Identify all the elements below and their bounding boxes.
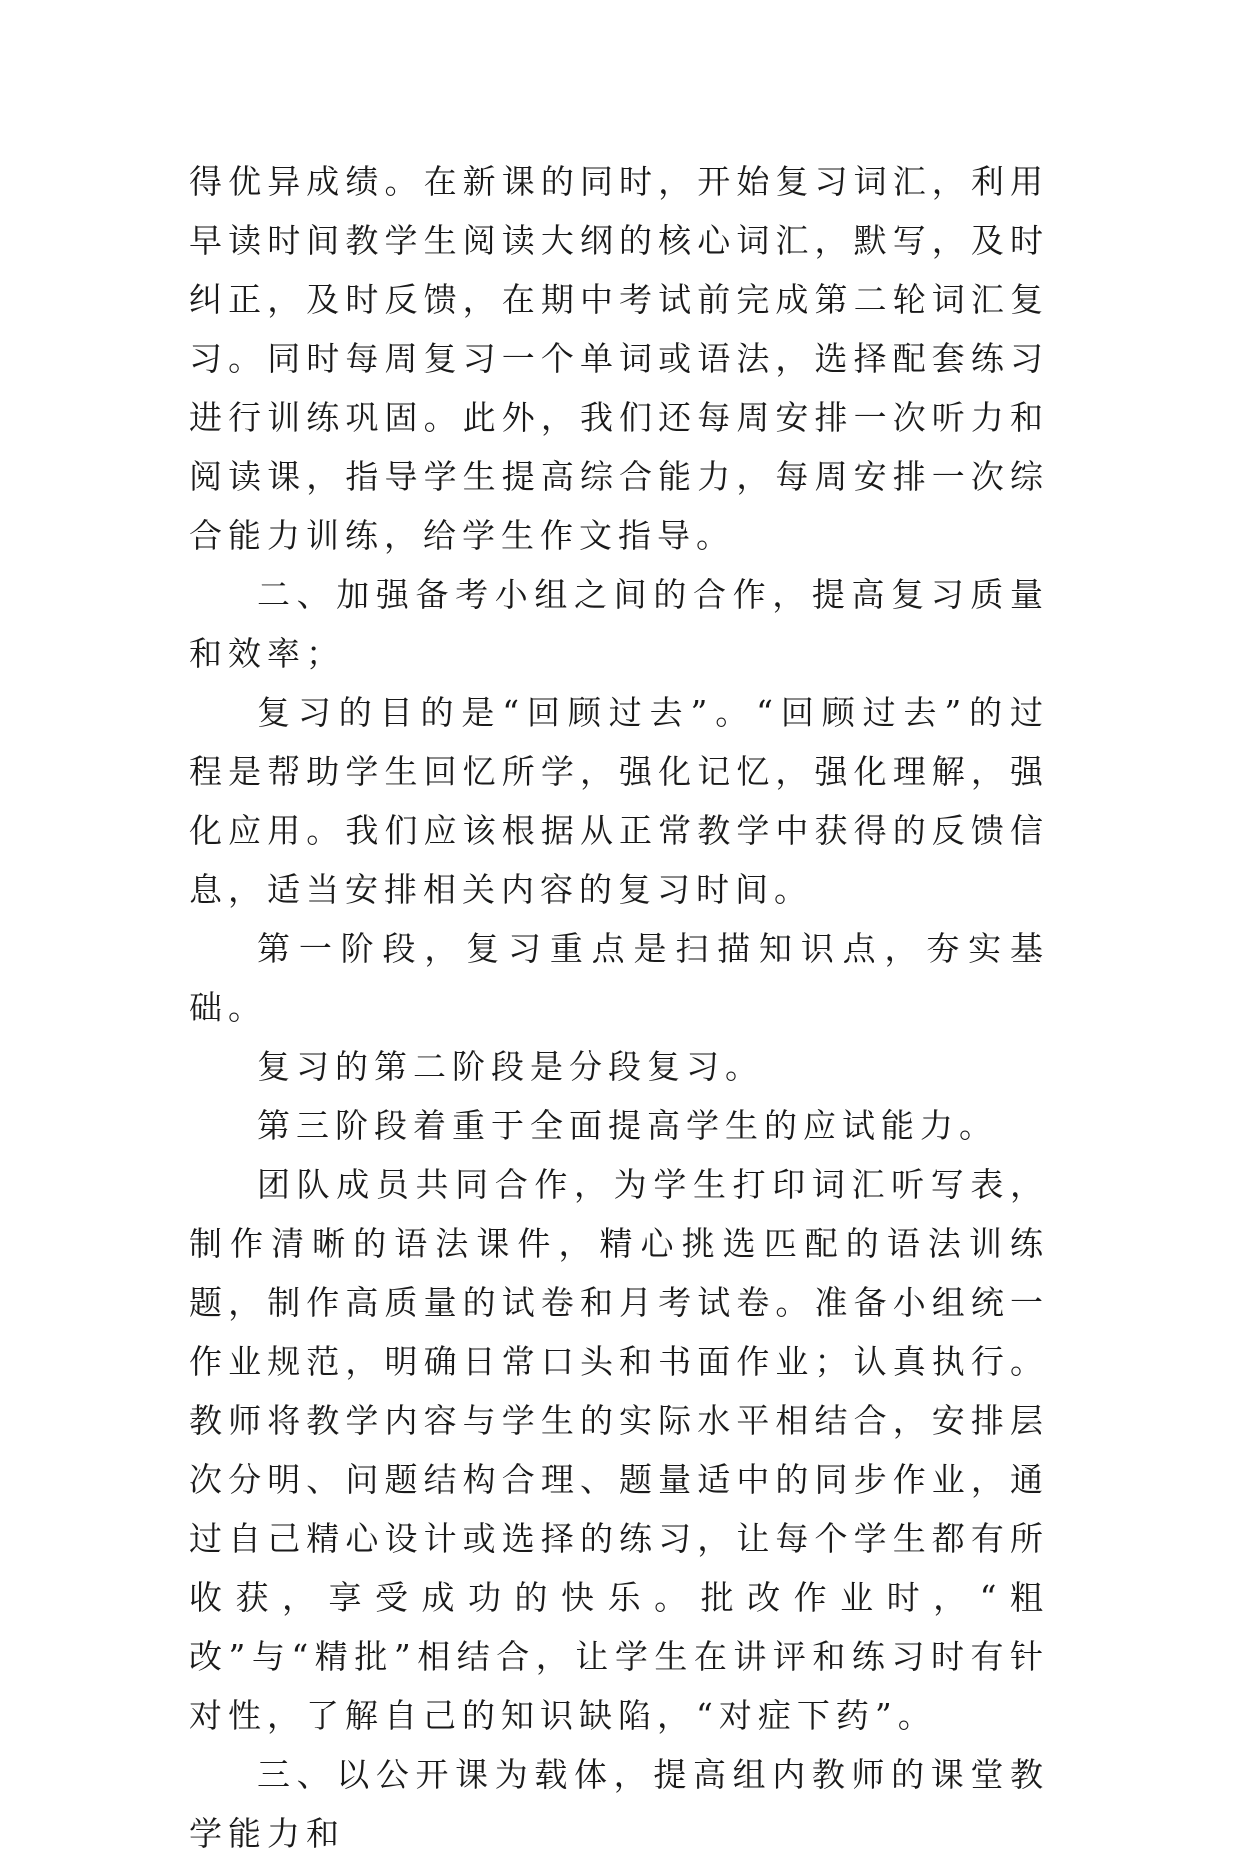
paragraph-stage-2: 复习的第二阶段是分段复习。: [257, 1047, 764, 1086]
paragraph-teamwork: 团队成员共同合作，为学生打印词汇听写表，制作清晰的语法课件，精心挑选匹配的语法训练题，制作高质量的试卷和月考试卷。准备小组统一作业规范，明确日常口头和书面作业；认真执行。教师将教学内容与学生的实际水平相结合，安排层次分明、问题结构合理、题量适中的同步作业，通过自己精心设计或选择的练习，让每个学生都有所收获，享受成功的快乐。批改作业时，“粗改”与“精批”相结合，让学生在讲评和练习时有针对性，了解自己的知识缺陷，“对症下药”。: [189, 1165, 1049, 1735]
paragraph-stage-3: 第三阶段着重于全面提高学生的应试能力。: [257, 1106, 998, 1145]
paragraph-stage-1: 第一阶段，复习重点是扫描知识点，夯实基础。: [189, 929, 1049, 1027]
heading-section-3: 三、以公开课为载体，提高组内教师的课堂教学能力和: [189, 1755, 1049, 1853]
paragraph-2: 复习的目的是“回顾过去”。“回顾过去”的过程是帮助学生回忆所学，强化记忆，强化理解，强化应用。我们应该根据从正常教学中获得的反馈信息，适当安排相关内容的复习时间。: [189, 693, 1049, 909]
heading-section-2: 二、加强备考小组之间的合作，提高复习质量和效率；: [189, 575, 1049, 673]
document-body: [189, 152, 1049, 1863]
paragraph-1: 得优异成绩。在新课的同时，开始复习词汇，利用早读时间教学生阅读大纲的核心词汇，默写，及时纠正，及时反馈，在期中考试前完成第二轮词汇复习。同时每周复习一个单词或语法，选择配套练习进行训练巩固。此外，我们还每周安排一次听力和阅读课，指导学生提高综合能力，每周安排一次综合能力训练，给学生作文指导。: [189, 162, 1049, 555]
